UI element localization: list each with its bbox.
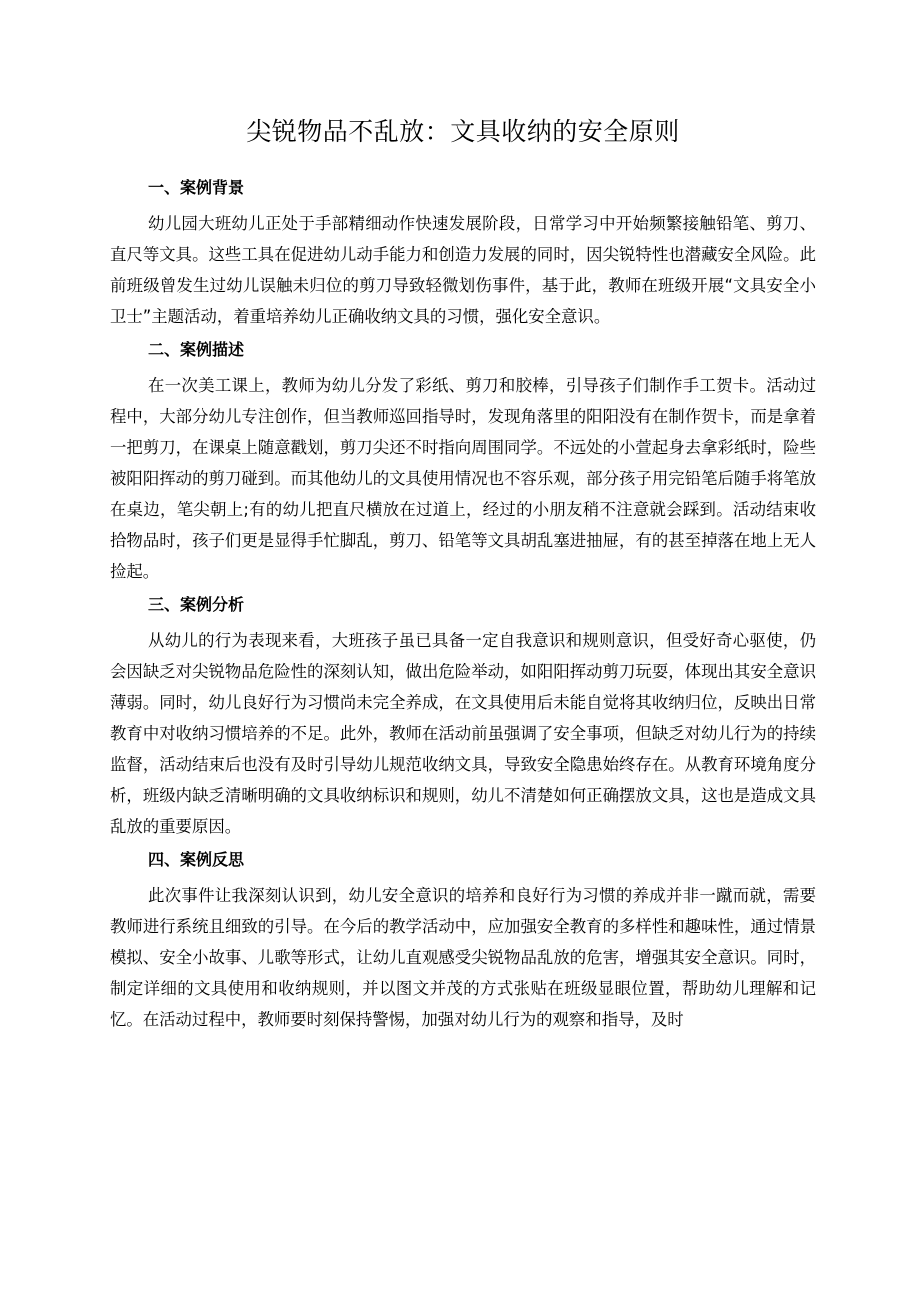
section-heading-analysis: 三、案例分析 [148,595,245,614]
section-paragraph-analysis: 从幼儿的行为表现来看，大班孩子虽已具备一定自我意识和规则意识，但受好奇心驱使，仍会因缺乏对尖锐物品危险性的深刻认知，做出危险举动，如阳阳挥动剪刀玩耍，体现出其安全意识薄弱。同时，幼儿良好行为习惯尚未完全养成，在文具使用后未能自觉将其收纳归位，反映出日常教育中对收纳习惯培养的不足。此外，教师在活动前虽强调了安全事项，但缺乏对幼儿行为的持续监督，活动结束后也没有及时引导幼儿规范收纳文具，导致安全隐患始终存在。从教育环境角度分析，班级内缺乏清晰明确的文具收纳标识和规则，幼儿不清楚如何正确摆放文具，这也是造成文具乱放的重要原因。 [110,631,816,836]
section-analysis [110,595,816,842]
document-title: 尖锐物品不乱放：文具收纳的安全原则 [246,117,680,146]
document-page [110,112,816,1035]
section-paragraph-background: 幼儿园大班幼儿正处于手部精细动作快速发展阶段，日常学习中开始频繁接触铅笔、剪刀、直尺等文具。这些工具在促进幼儿动手能力和创造力发展的同时，因尖锐特性也潜藏安全风险。此前班级曾发生过幼儿误触未归位的剪刀导致轻微划伤事件，基于此，教师在班级开展“文具安全小卫士”主题活动，着重培养幼儿正确收纳文具的习惯，强化安全意识。 [110,214,816,326]
section-heading-reflection: 四、案例反思 [148,850,245,869]
section-paragraph-reflection: 此次事件让我深刻认识到，幼儿安全意识的培养和良好行为习惯的养成并非一蹴而就，需要教师进行系统且细致的引导。在今后的教学活动中，应加强安全教育的多样性和趣味性，通过情景模拟、安全小故事、儿歌等形式，让幼儿直观感受尖锐物品乱放的危害，增强其安全意识。同时，制定详细的文具使用和收纳规则，并以图文并茂的方式张贴在班级显眼位置，帮助幼儿理解和记忆。在活动过程中，教师要时刻保持警惕，加强对幼儿行为的观察和指导，及时 [110,886,816,1029]
section-heading-description: 二、案例描述 [148,340,245,359]
section-reflection [110,850,816,1035]
section-description [110,340,816,587]
section-paragraph-description: 在一次美工课上，教师为幼儿分发了彩纸、剪刀和胶棒，引导孩子们制作手工贺卡。活动过程中，大部分幼儿专注创作，但当教师巡回指导时，发现角落里的阳阳没有在制作贺卡，而是拿着一把剪刀，在课桌上随意戳划，剪刀尖还不时指向周围同学。不远处的小萱起身去拿彩纸时，险些被阳阳挥动的剪刀碰到。而其他幼儿的文具使用情况也不容乐观，部分孩子用完铅笔后随手将笔放在桌边，笔尖朝上;有的幼儿把直尺横放在过道上，经过的小朋友稍不注意就会踩到。活动结束收拾物品时，孩子们更是显得手忙脚乱，剪刀、铅笔等文具胡乱塞进抽屉，有的甚至掉落在地上无人捡起。 [110,376,816,581]
section-background [110,178,816,332]
section-heading-background: 一、案例背景 [148,178,245,197]
